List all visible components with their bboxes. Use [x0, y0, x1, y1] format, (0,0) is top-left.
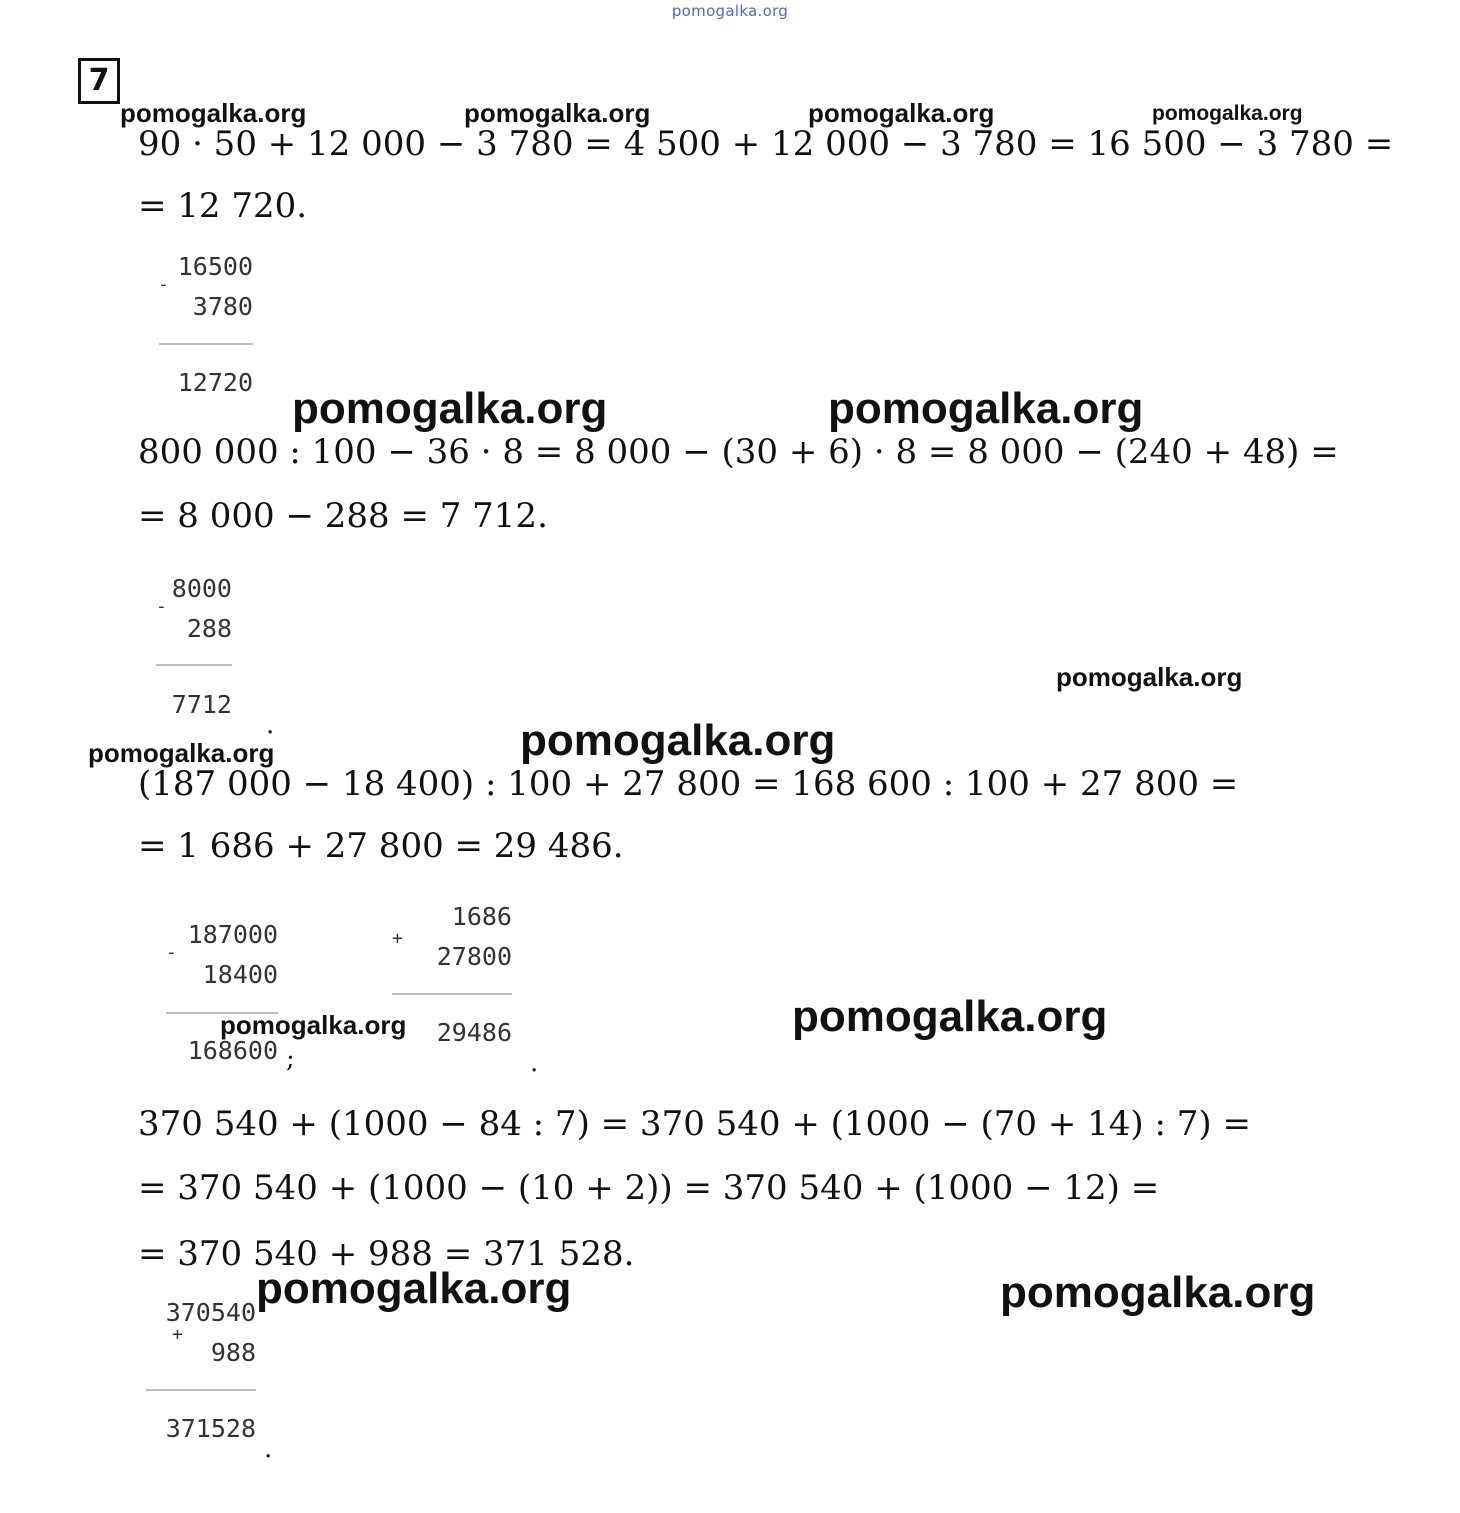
column-top-number: 16500 — [177, 252, 253, 281]
column-calculation — [160, 920, 278, 1070]
column-divider-line — [156, 664, 232, 666]
watermark: pomogalka.org — [256, 1264, 572, 1313]
column-divider-line — [146, 1389, 256, 1391]
column-divider-line — [159, 343, 253, 345]
watermark: pomogalka.org — [292, 384, 608, 433]
column-divider-line — [166, 1012, 278, 1014]
column-punctuation: . — [266, 710, 275, 740]
column-bottom-number: 18400 — [202, 960, 278, 989]
column-bottom-number: 988 — [210, 1338, 256, 1367]
watermark: pomogalka.org — [520, 716, 836, 765]
column-bottom-number: 288 — [186, 614, 232, 643]
watermark: pomogalka.org — [464, 98, 651, 128]
column-bottom-number: 3780 — [192, 292, 253, 321]
watermark: pomogalka.org — [828, 384, 1144, 433]
watermark: pomogalka.org — [220, 1010, 407, 1040]
column-punctuation: . — [530, 1048, 539, 1078]
column-result: 29486 — [436, 1018, 512, 1047]
site-watermark: pomogalka.org — [671, 2, 789, 20]
column-calculation — [150, 574, 232, 724]
watermark: pomogalka.org — [1000, 1268, 1316, 1317]
watermark: pomogalka.org — [88, 738, 275, 768]
column-result: 371528 — [165, 1414, 256, 1443]
equation-line: = 1 686 + 27 800 = 29 486. — [138, 826, 624, 866]
equation-line: 800 000 : 100 − 36 · 8 = 8 000 − (30 + 6) · 8 = 8 000 − (240 + 48) = — [138, 432, 1339, 472]
column-calculation — [388, 902, 512, 1052]
column-result: 168600 — [187, 1036, 278, 1065]
column-divider-line — [392, 993, 512, 995]
watermark: pomogalka.org — [792, 992, 1108, 1041]
plus-sign: + — [392, 928, 403, 949]
equation-line: = 370 540 + (1000 − (10 + 2)) = 370 540 + (1000 − 12) = — [138, 1168, 1160, 1208]
minus-sign: - — [166, 942, 177, 963]
column-calculation — [140, 1298, 256, 1448]
equation-line: = 8 000 − 288 = 7 712. — [138, 496, 548, 536]
watermark: pomogalka.org — [120, 98, 307, 128]
column-result: 12720 — [177, 368, 253, 397]
equation-line: = 12 720. — [138, 186, 308, 226]
equation-line: = 370 540 + 988 = 371 528. — [138, 1234, 635, 1274]
column-bottom-number: 27800 — [436, 942, 512, 971]
column-top-number: 1686 — [451, 902, 512, 931]
watermark: pomogalka.org — [808, 98, 995, 128]
column-calculation — [150, 252, 253, 402]
column-top-number: 187000 — [187, 920, 278, 949]
watermark: pomogalka.org — [1056, 662, 1243, 692]
column-result: 7712 — [171, 690, 232, 719]
minus-sign: - — [158, 274, 169, 295]
equation-line: 90 · 50 + 12 000 − 3 780 = 4 500 + 12 000 − 3 780 = 16 500 − 3 780 = — [138, 124, 1394, 164]
minus-sign: - — [156, 596, 167, 617]
watermark: pomogalka.org — [1152, 102, 1303, 125]
plus-sign: + — [172, 1324, 183, 1345]
task-number: 7 — [78, 58, 120, 104]
column-top-number: 8000 — [171, 574, 232, 603]
column-top-number: 370540 — [165, 1298, 256, 1327]
column-punctuation: . — [264, 1434, 273, 1464]
equation-line: (187 000 − 18 400) : 100 + 27 800 = 168 600 : 100 + 27 800 = — [138, 764, 1239, 804]
column-punctuation: ; — [286, 1044, 295, 1074]
equation-line: 370 540 + (1000 − 84 : 7) = 370 540 + (1000 − (70 + 14) : 7) = — [138, 1104, 1251, 1144]
